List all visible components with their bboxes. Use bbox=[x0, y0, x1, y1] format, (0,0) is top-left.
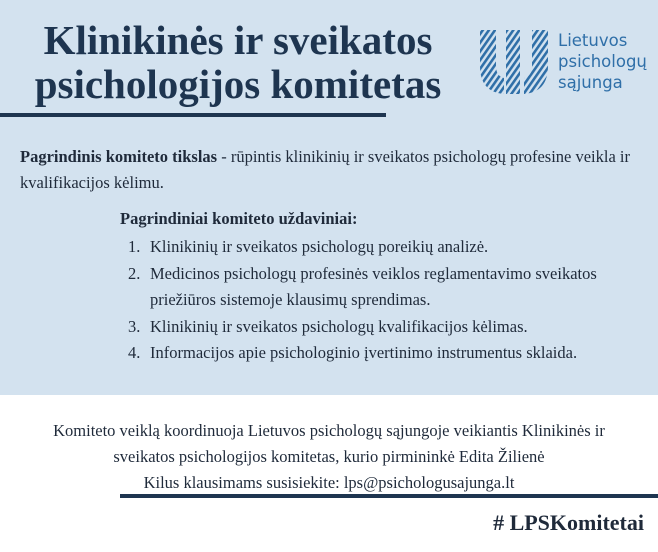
list-item-text: Medicinos psichologų profesinės veiklos reglamentavimo sveikatos priežiūros sistemoje klausimų sprendimas. bbox=[150, 263, 597, 309]
goal-paragraph bbox=[20, 144, 640, 196]
list-item-number: 3. bbox=[128, 316, 141, 336]
list-item-number: 2. bbox=[128, 263, 141, 283]
tasks-heading: Pagrindiniai komiteto uždaviniai: bbox=[120, 209, 358, 228]
contact-info bbox=[0, 418, 658, 496]
footer-line: Komiteto veiklą koordinuoja Lietuvos psichologų sąjungoje veikiantis Klinikinės ir bbox=[53, 421, 605, 440]
goal-label: Pagrindinis komiteto tikslas bbox=[20, 147, 218, 166]
list-item-text: Informacijos apie psichologinio įvertinimo instrumentus sklaida. bbox=[150, 343, 578, 362]
goal-text: - rūpintis klinikinių ir sveikatos psichologų profesine veikla ir kvalifikacijos kėlimu. bbox=[20, 147, 631, 192]
list-item bbox=[128, 234, 648, 261]
list-item bbox=[128, 314, 648, 341]
psi-stripes-logo-icon bbox=[478, 26, 550, 98]
list-item-text: Klinikinių ir sveikatos psichologų poreikių analizė. bbox=[150, 237, 489, 256]
list-item-text: Klinikinių ir sveikatos psichologų kvalifikacijos kėlimas. bbox=[150, 316, 528, 336]
page-title bbox=[18, 18, 458, 106]
footer-contact-line: Kilus klausimams susisiekite: lps@psichologusajunga.lt bbox=[143, 473, 515, 492]
footer-divider bbox=[120, 494, 658, 498]
footer-line: sveikatos psichologijos komitetas, kurio pirmininkė Edita Žilienė bbox=[113, 447, 545, 466]
title-underline bbox=[0, 113, 386, 117]
hashtag: # LPSKomitetai bbox=[493, 510, 644, 535]
list-item bbox=[128, 340, 648, 367]
list-item bbox=[128, 261, 648, 314]
logo-text-line: Lietuvos bbox=[558, 31, 628, 50]
title-line-1: Klinikinės ir sveikatos bbox=[43, 17, 433, 63]
title-line-2: psichologijos komitetas bbox=[34, 61, 442, 107]
tasks-list bbox=[128, 234, 648, 367]
list-item-number: 4. bbox=[128, 343, 141, 362]
lps-logo bbox=[478, 26, 656, 102]
logo-wordmark bbox=[558, 30, 647, 93]
list-item-number: 1. bbox=[128, 237, 141, 256]
logo-text-line: sąjunga bbox=[558, 73, 623, 92]
logo-text-line: psichologų bbox=[558, 52, 647, 71]
